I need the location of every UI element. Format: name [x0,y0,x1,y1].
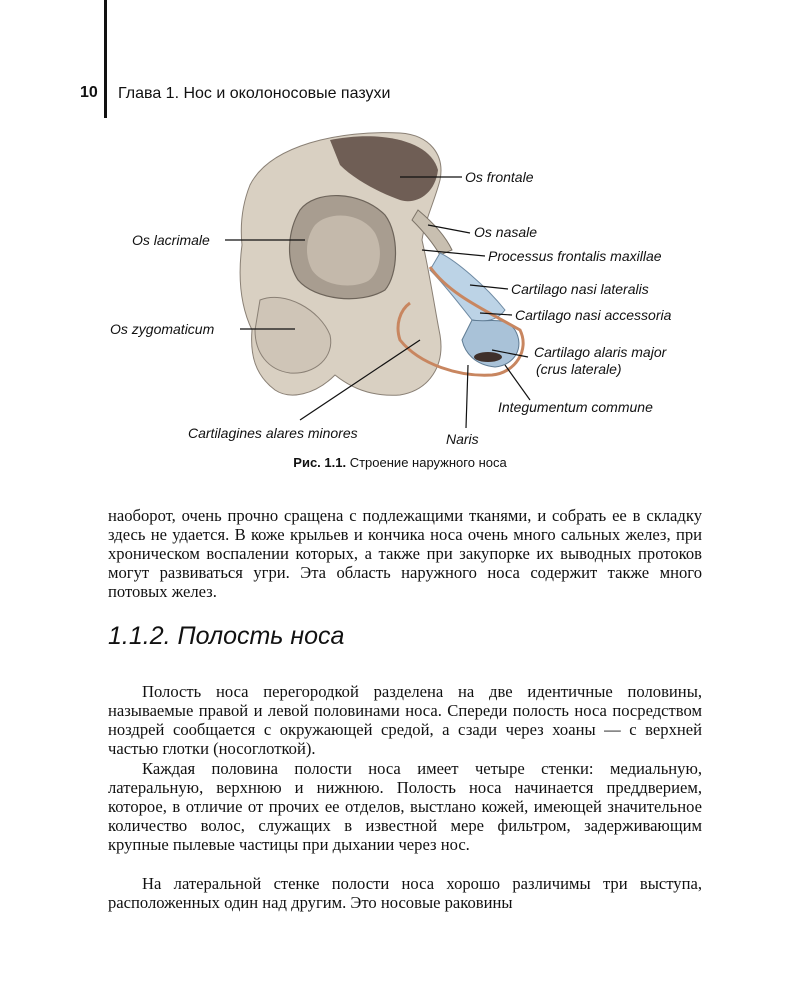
label-os-frontale: Os frontale [465,169,534,185]
label-processus: Processus frontalis maxillae [488,248,662,264]
orbit-inner [307,216,380,286]
label-os-lacrimale: Os lacrimale [132,232,210,248]
label-cart-alaris-major-2: (crus laterale) [536,361,622,377]
paragraph-3: Каждая половина полости носа имеет четыре стенки: медиальную, латеральную, верхнюю и нижнюю. Полость носа начинается преддверием, которое, в отличие от прочих ее отделов, выстлано кожей, имеющей значительное количество волос, служащих в известной мере фильтром, задерживающим крупные пылевые частицы при дыхании через нос. [108,758,702,855]
page-number: 10 [80,84,98,101]
label-cart-accessoria: Cartilago nasi accessoria [515,307,672,323]
paragraph-1: наоборот, очень прочно сращена с подлежащими тканями, и собрать ее в складку здесь не удается. В коже крыльев и кончика носа очень много сальных желез, при хроническом воспалении которых, а также при закупорке их выводных протоков могут развиваться угри. Эта область наружного носа содержит также много потовых желез. [108,505,702,602]
figure-caption [0,455,800,470]
anatomy-figure [100,125,710,455]
section-heading: 1.1.2. Полость носа [108,622,345,650]
label-cart-alaris-major-1: Cartilago alaris major [534,344,667,360]
label-integumentum: Integumentum commune [498,399,653,415]
chapter-title: Глава 1. Нос и околоносовые пазухи [118,85,391,102]
paragraph-4: На латеральной стенке полости носа хорошо различимы три выступа, расположенных один над другим. Это носовые раковины [108,873,702,912]
leader-processus [422,250,485,256]
caption-label: Рис. 1.1. [293,455,347,470]
label-cart-minores: Cartilagines alares minores [188,425,358,441]
caption-text: Строение наружного носа [349,455,507,470]
nose-illustration [100,125,710,455]
paragraph-2: Полость носа перегородкой разделена на две идентичные половины, называемые правой и левой половинами носа. Спереди полость носа посредством ноздрей сообщается с окружающей средой, а сзади через хоаны — с верхней частью глотки (носоглоткой). [108,681,702,759]
vertical-rule [104,0,107,118]
leader-integumentum [505,365,530,400]
label-naris: Naris [446,431,479,447]
label-cart-lateralis: Cartilago nasi lateralis [511,281,649,297]
label-os-nasale: Os nasale [474,224,538,240]
label-os-zygomaticum: Os zygomaticum [110,321,215,337]
nostril [474,352,502,362]
